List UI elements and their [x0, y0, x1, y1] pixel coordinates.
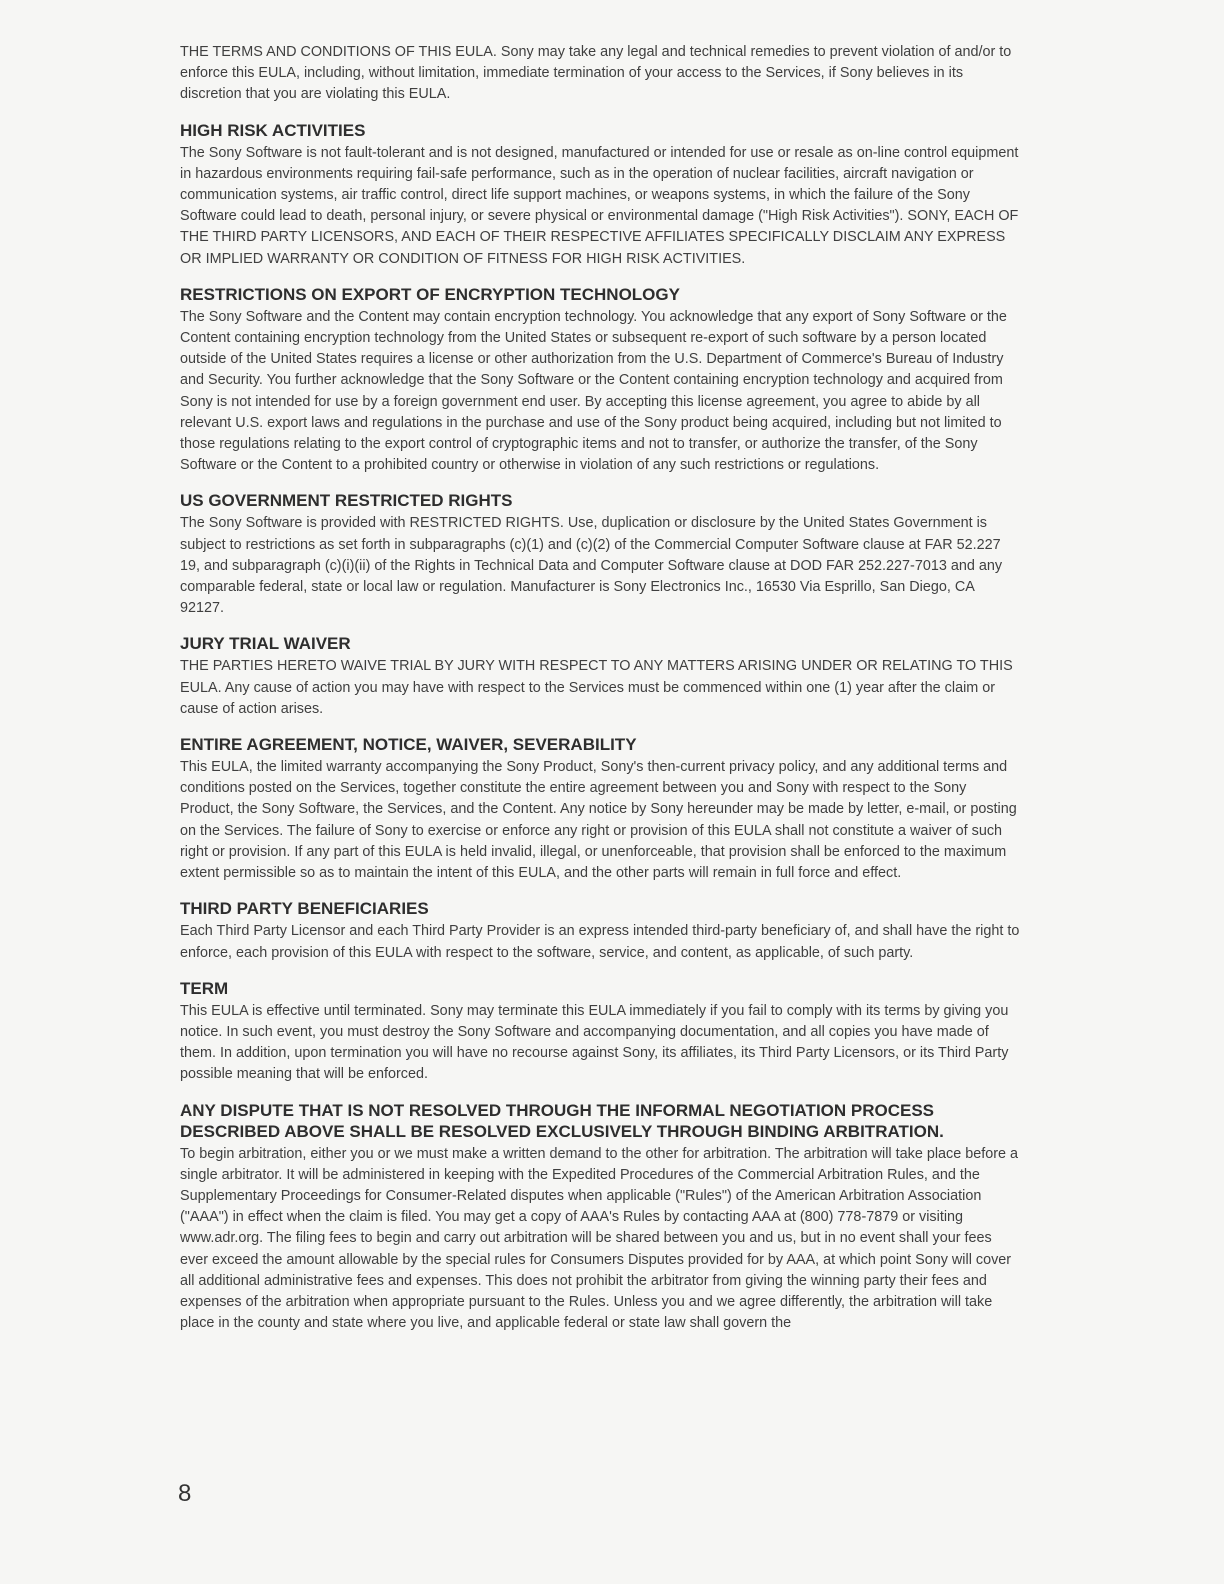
- section-heading-us-government: US GOVERNMENT RESTRICTED RIGHTS: [180, 491, 513, 511]
- section-body-term: This EULA is effective until terminated. Sony may terminate this EULA immediately if you fail to comply with its terms by giving you notice. In such event, you must destroy the Sony Software and accompanying documentation, and all copies you have made of them. In addition, upon termination you will have no recourse against Sony, its affiliates, its Third Party Licensors, or its Third Party possible meaning that will be enforced.: [180, 1002, 1009, 1083]
- section-heading-jury-trial: JURY TRIAL WAIVER: [180, 634, 351, 654]
- intro-paragraph: THE TERMS AND CONDITIONS OF THIS EULA. Sony may take any legal and technical remedies to prevent violation of and/or to enforce this EULA, including, without limitation, immediate termination of your access to the Services, if Sony believes in its discretion that you are violating this EULA.: [180, 44, 1012, 103]
- section-body-third-party: Each Third Party Licensor and each Third Party Provider is an express intended third-party beneficiary of, and shall have the right to enforce, each provision of this EULA with respect to the software, service, and content, as applicable, of such party.: [180, 923, 1020, 961]
- page-number: 8: [178, 1480, 192, 1507]
- section-body-jury-trial: THE PARTIES HERETO WAIVE TRIAL BY JURY WITH RESPECT TO ANY MATTERS ARISING UNDER OR RELATING TO THIS EULA. Any cause of action you may have with respect to the Services must be commenced within one (1) year after the claim or cause of action arises.: [180, 658, 1013, 717]
- section-body-high-risk: The Sony Software is not fault-tolerant and is not designed, manufactured or intended for use or resale as on-line control equipment in hazardous environments requiring fail-safe performance, such as in the operation of nuclear facilities, aircraft navigation or communication systems, air traffic control, direct life support machines, or weapons systems, in which the failure of the Sony Software could lead to death, personal injury, or severe physical or environmental damage ("High Risk Activities"). SONY, EACH OF THE THIRD PARTY LICENSORS, AND EACH OF THEIR RESPECTIVE AFFILIATES SPECIFICALLY DISCLAIM ANY EXPRESS OR IMPLIED WARRANTY OR CONDITION OF FITNESS FOR HIGH RISK ACTIVITIES.: [180, 144, 1019, 267]
- section-body-arbitration: To begin arbitration, either you or we must make a written demand to the other for arbitration. The arbitration will take place before a single arbitrator. It will be administered in keeping with the Expedited Procedures of the Commercial Arbitration Rules, and the Supplementary Proceedings for Consumer-Related disputes when applicable ("Rules") of the American Arbitration Association ("AAA") in effect when the claim is filed. You may get a copy of AAA's Rules by contacting AAA at (800) 778-7879 or visiting www.adr.org. The filing fees to begin and carry out arbitration will be shared between you and us, but in no event shall your fees ever exceed the amount allowable by the special rules for Consumers Disputes provided for by AAA, at which point Sony will cover all additional administrative fees and expenses. This does not prohibit the arbitrator from giving the winning party their fees and expenses of the arbitration when appropriate pursuant to the Rules. Unless you and we agree differently, the arbitration will take place in the county and state where you live, and applicable federal or state law shall govern the: [180, 1145, 1019, 1332]
- section-body-entire-agreement: This EULA, the limited warranty accompanying the Sony Product, Sony's then-current privacy policy, and any additional terms and conditions posted on the Services, together constitute the entire agreement between you and Sony with respect to the Sony Product, the Sony Software, the Services, and the Content. Any notice by Sony hereunder may be made by letter, e-mail, or posting on the Services. The failure of Sony to exercise or enforce any right or provision of this EULA shall not constitute a waiver of such right or provision. If any part of this EULA is held invalid, illegal, or unenforceable, that provision shall be enforced to the maximum extent permissible so as to maintain the intent of this EULA, and the other parts will remain in full force and effect.: [180, 759, 1017, 882]
- section-heading-third-party: THIRD PARTY BENEFICIARIES: [180, 899, 429, 919]
- eula-content: [180, 42, 1022, 1334]
- section-body-export-restrictions: The Sony Software and the Content may contain encryption technology. You acknowledge that any export of Sony Software or the Content containing encryption technology from the United States or subsequent re-export of such software by a person located outside of the United States requires a license or other authorization from the U.S. Department of Commerce's Bureau of Industry and Security. You further acknowledge that the Sony Software or the Content containing encryption technology and acquired from Sony is not intended for use by a foreign government end user. By accepting this license agreement, you agree to abide by all relevant U.S. export laws and regulations in the purchase and use of the Sony product being acquired, including but not limited to those regulations relating to the export control of cryptographic items and not to transfer, or authorize the transfer, of the Sony Software or the Content to a prohibited country or otherwise in violation of any such restrictions or regulations.: [180, 308, 1007, 474]
- section-heading-entire-agreement: ENTIRE AGREEMENT, NOTICE, WAIVER, SEVERABILITY: [180, 735, 637, 755]
- section-heading-high-risk: HIGH RISK ACTIVITIES: [180, 120, 366, 140]
- section-body-us-government: The Sony Software is provided with RESTRICTED RIGHTS. Use, duplication or disclosure by the United States Government is subject to restrictions as set forth in subparagraphs (c)(1) and (c)(2) of the Commercial Computer Software clause at FAR 52.227 19, and subparagraph (c)(i)(ii) of the Rights in Technical Data and Computer Software clause at DOD FAR 252.227-7013 and any comparable federal, state or local law or regulation. Manufacturer is Sony Electronics Inc., 16530 Via Esprillo, San Diego, CA 92127.: [180, 515, 1003, 617]
- section-heading-export-restrictions: RESTRICTIONS ON EXPORT OF ENCRYPTION TECHNOLOGY: [180, 284, 680, 304]
- section-heading-term: TERM: [180, 978, 229, 998]
- section-heading-arbitration: ANY DISPUTE THAT IS NOT RESOLVED THROUGH THE INFORMAL NEGOTIATION PROCESS DESCRIBED ABOVE SHALL BE RESOLVED EXCLUSIVELY THROUGH BINDING ARBITRATION.: [180, 1100, 944, 1141]
